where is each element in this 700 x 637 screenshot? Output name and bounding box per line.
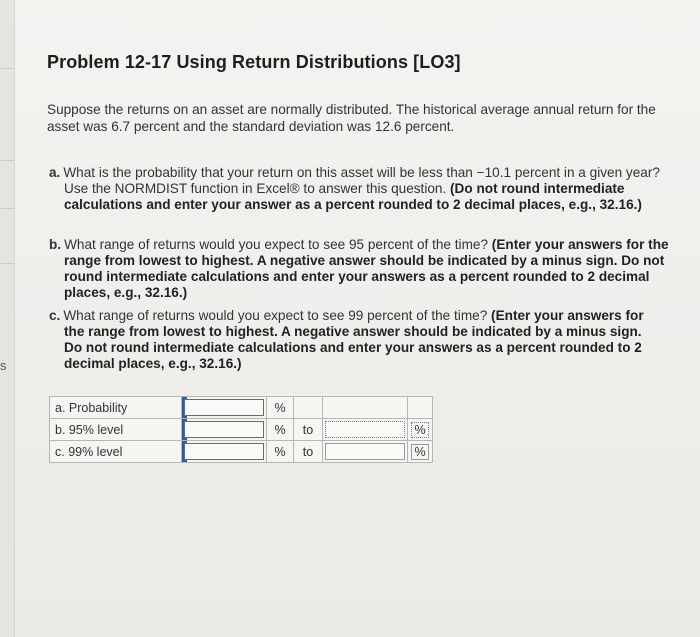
probability-input[interactable] <box>182 397 267 419</box>
question-text: What range of returns would you expect to see 95 percent of the time? <box>64 237 489 252</box>
table-row <box>50 441 433 463</box>
problem-intro: Suppose the returns on an asset are normally distributed. The historical average annual return for the asset was 6.7 percent and the standard deviation was 12.6 percent. <box>47 102 656 134</box>
question-instruction: (Enter your answers for the range from lowest to highest. A negative answer should be indicated by a minus sign. Do not round intermediate calculations and enter your answers as a percent rounded to 2 decimal places, e.g., 32.16.) <box>64 308 644 371</box>
percent-unit-label: % <box>411 422 428 438</box>
row-label: a. Probability <box>50 397 182 419</box>
to-label: to <box>294 419 323 441</box>
panel-divider <box>0 160 14 161</box>
question-letter: c. <box>49 308 61 323</box>
range-low-input[interactable] <box>182 419 267 441</box>
row-label: b. 95% level <box>50 419 182 441</box>
input-box[interactable] <box>184 399 264 416</box>
percent-unit-label: % <box>411 444 428 460</box>
range-high-input[interactable] <box>323 419 408 441</box>
percent-unit: % <box>267 419 294 441</box>
question-instruction: (Enter your answers for the range from lowest to highest. A negative answer should be indicated by a minus sign. Do not round intermediate calculations and enter your answers as a percent rounded to 2 decimal places, e.g., 32.16.) <box>64 237 669 300</box>
question-text: What range of returns would you expect to see 99 percent of the time? <box>63 308 488 323</box>
problem-title: Problem 12-17 Using Return Distributions [LO3] <box>47 52 461 72</box>
percent-unit <box>408 397 433 419</box>
question-instruction: (Do not round intermediate calculations and enter your answer as a percent rounded to 2 decimal places, e.g., 32.16.) <box>64 181 642 212</box>
percent-unit <box>408 419 433 441</box>
input-box[interactable] <box>325 421 405 438</box>
percent-unit: % <box>267 441 294 463</box>
percent-unit: % <box>267 397 294 419</box>
panel-divider <box>0 263 14 264</box>
to-label: to <box>294 441 323 463</box>
range-high-input[interactable] <box>323 441 408 463</box>
panel-divider <box>0 68 14 69</box>
panel-divider <box>0 208 14 209</box>
range-low-input[interactable] <box>182 441 267 463</box>
percent-unit <box>408 441 433 463</box>
question-b <box>49 237 669 301</box>
question-letter: b. <box>49 237 62 252</box>
question-text: What is the probability that your return on this asset will be less than −10.1 percent in a given year? Use the NORMDIST function in Excel® to answer this question. <box>63 165 660 196</box>
question-c <box>49 308 649 372</box>
input-box[interactable] <box>184 443 264 460</box>
edge-letter: s <box>0 358 7 373</box>
empty-cell <box>323 397 408 419</box>
left-panel-edge <box>0 0 14 637</box>
to-label <box>294 397 323 419</box>
table-row <box>50 397 433 419</box>
question-letter: a. <box>49 165 61 180</box>
table-row <box>50 419 433 441</box>
row-label: c. 99% level <box>50 441 182 463</box>
question-a <box>49 165 669 213</box>
input-box[interactable] <box>325 443 405 460</box>
answer-table <box>49 396 433 463</box>
input-box[interactable] <box>184 421 264 438</box>
